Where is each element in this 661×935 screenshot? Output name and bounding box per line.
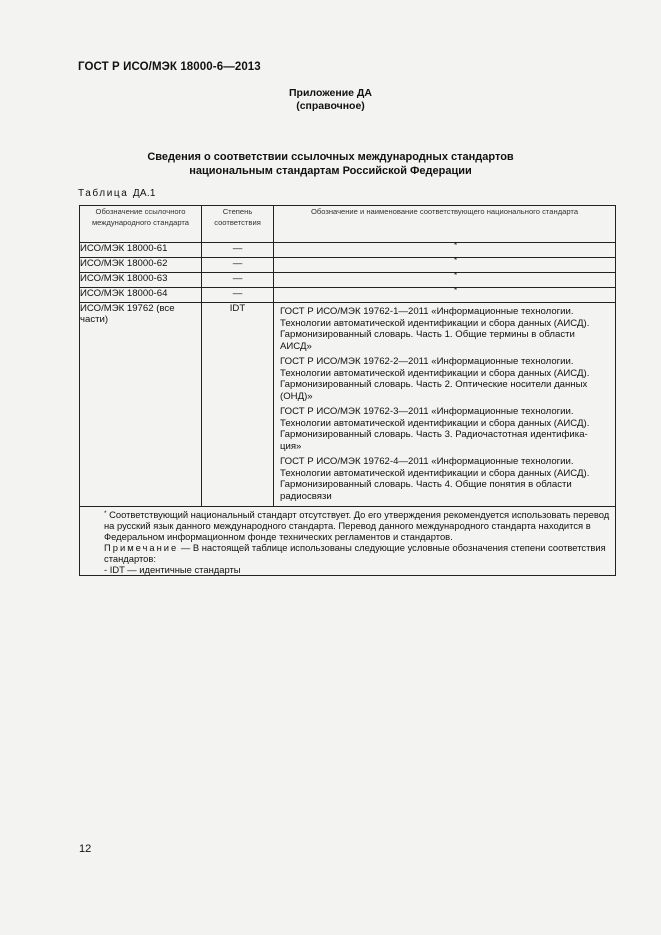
national-standard-entry: ГОСТ Р ИСО/МЭК 19762-2—2011 «Информационные технологии. Технологии автоматической идентификации и сбора данных (АИСД). Гармонизированный словарь. Часть 2. Оптические носители данных (ОНД)»: [280, 356, 590, 402]
table-row: [80, 303, 616, 507]
legend-item: - IDT — идентичные стандарты: [104, 564, 241, 576]
footnote-mark: *: [454, 256, 458, 265]
note-paragraph: [80, 542, 615, 564]
header-national-standard: Обозначение и наименование соответствующего национального стандарта: [274, 206, 616, 243]
header-degree: Степень соответствия: [202, 206, 274, 243]
table-caption-number: ДА.1: [132, 188, 156, 199]
header-reference-standard: Обозначение ссылочного международного стандарта: [80, 206, 202, 243]
table-caption-label: Таблица: [78, 188, 129, 199]
table-footnote: [80, 507, 616, 576]
cell-reference: ИСО/МЭК 19762 (все части): [80, 303, 202, 507]
section-title-line-1: Сведения о соответствии ссылочных международных стандартов: [147, 151, 514, 163]
appendix-title: Приложение ДА: [289, 87, 372, 99]
cell-reference: ИСО/МЭК 18000-62: [80, 258, 202, 273]
footnote-text: Соответствующий национальный стандарт отсутствует. До его утверждения рекомендуется использовать перевод на русский язык данного международного стандарта. Перевод данного международного стандарта находится в Федеральном информационном фонде технических регламентов и стандартов.: [104, 509, 610, 543]
cell-reference: ИСО/МЭК 18000-61: [80, 243, 202, 258]
cell-reference: ИСО/МЭК 18000-64: [80, 288, 202, 303]
table-row: [80, 288, 616, 303]
footnote-mark: *: [454, 286, 458, 295]
cell-national: [274, 273, 616, 288]
cell-national: [274, 258, 616, 273]
cell-degree: —: [202, 273, 274, 288]
footnote-mark: *: [104, 510, 107, 517]
table-footnote-row: [80, 507, 616, 576]
footnote-mark: *: [454, 241, 458, 250]
cell-degree: —: [202, 258, 274, 273]
national-standard-entry: ГОСТ Р ИСО/МЭК 19762-4—2011 «Информационные технологии. Технологии автоматической идентификации и сбора данных (АИСД). Гармонизированный словарь. Часть 4. Общие понятия в области радиосвязи: [280, 456, 590, 502]
cell-national-list: [274, 303, 616, 507]
national-standard-entry: ГОСТ Р ИСО/МЭК 19762-3—2011 «Информационные технологии. Технологии автоматической идентификации и сбора данных (АИСД). Гармонизированный словарь. Часть 3. Радиочастотная идентифика-ция»: [280, 406, 590, 452]
appendix-subtitle: (справочное): [296, 100, 365, 112]
table-caption: [78, 188, 156, 199]
note-label: Примечание: [104, 542, 179, 554]
table-header-row: [80, 206, 616, 243]
section-title-line-2: национальным стандартам Российской Федерации: [189, 165, 472, 177]
cell-degree: IDT: [202, 303, 274, 507]
table-row: [80, 258, 616, 273]
national-standard-entry: ГОСТ Р ИСО/МЭК 19762-1—2011 «Информационные технологии. Технологии автоматической идентификации и сбора данных (АИСД). Гармонизированный словарь. Часть 1. Общие термины в области АИСД»: [280, 306, 590, 352]
cell-national: [274, 288, 616, 303]
cell-national: [274, 243, 616, 258]
table-row: [80, 273, 616, 288]
cell-degree: —: [202, 243, 274, 258]
page-number: 12: [79, 843, 92, 855]
footnote-mark: *: [454, 271, 458, 280]
cell-reference: ИСО/МЭК 18000-63: [80, 273, 202, 288]
cell-degree: —: [202, 288, 274, 303]
document-id-header: ГОСТ Р ИСО/МЭК 18000-6—2013: [78, 61, 261, 73]
table-row: [80, 243, 616, 258]
footnote-paragraph: [80, 507, 615, 542]
note-text: — В настоящей таблице использованы следующие условные обозначения степени соответствия стандартов:: [104, 542, 606, 565]
correspondence-table: [79, 205, 616, 576]
